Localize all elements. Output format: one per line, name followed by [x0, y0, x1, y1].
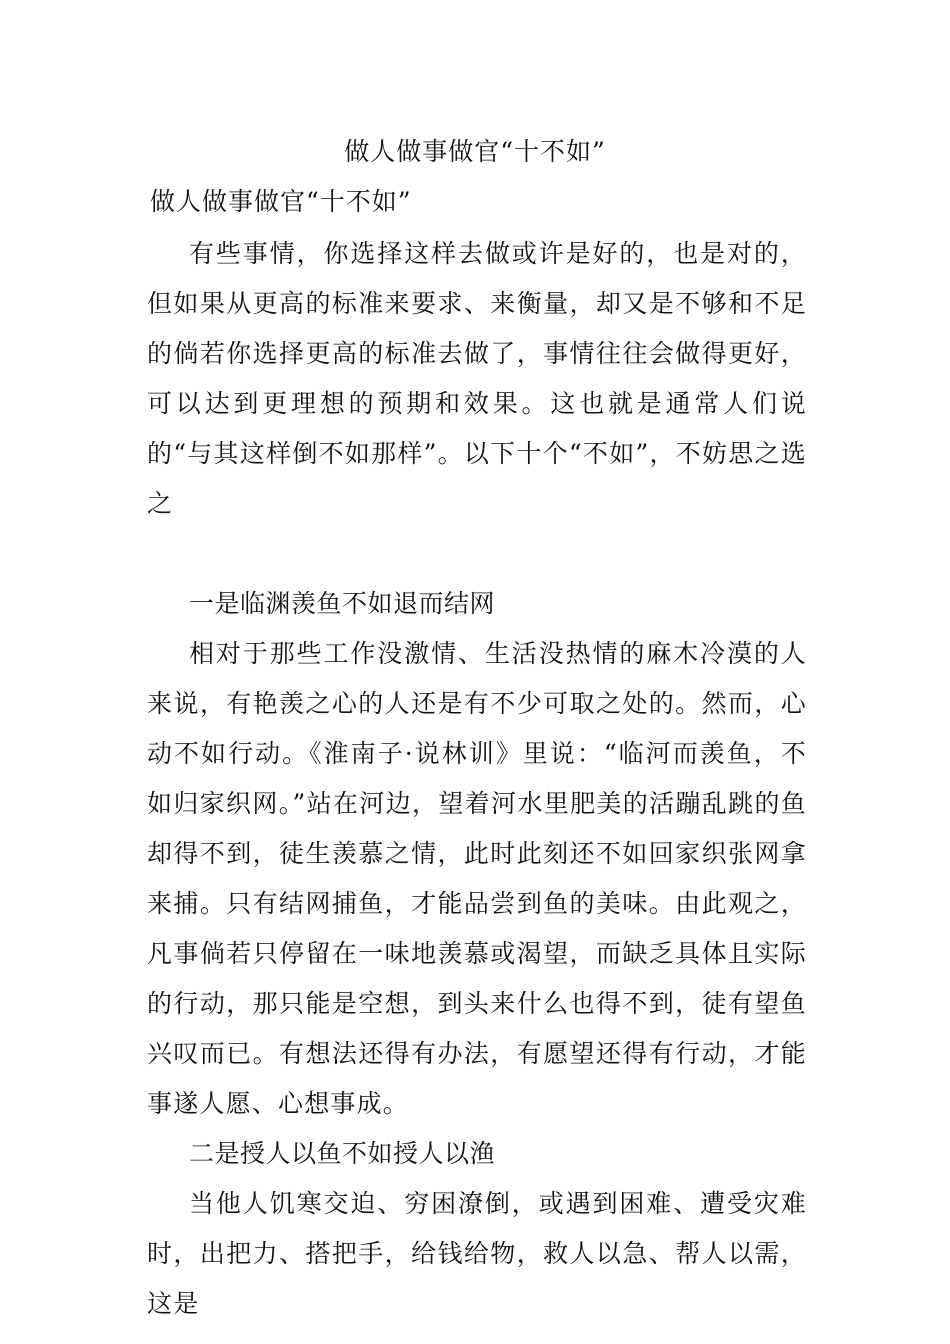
document-body	[147, 229, 807, 1329]
paragraph-spacer	[147, 529, 807, 579]
section-paragraph-2: 当他人饥寒交迫、穷困潦倒，或遇到困难、遭受灾难时，出把力、搭把手，给钱给物，救人以急、帮人以需，这是	[147, 1189, 807, 1318]
section-heading-1: 一是临渊羡鱼不如退而结网	[189, 589, 496, 618]
document-title: 做人做事做官“十不如”	[344, 137, 606, 166]
document-subtitle: 做人做事做官“十不如”	[150, 187, 412, 216]
section-heading-2: 二是授人以鱼不如授人以渔	[189, 1139, 496, 1168]
section-paragraph-1: 相对于那些工作没激情、生活没热情的麻木冷漠的人来说，有艳羡之心的人还是有不少可取之处的。然而，心动不如行动。《淮南子·说林训》里说：“临河而羡鱼，不如归家织网。”站在河边，望着河水里肥美的活蹦乱跳的鱼却得不到，徒生羡慕之情，此时此刻还不如回家织张网拿来捕。只有结网捕鱼，才能品尝到鱼的美味。由此观之，凡事倘若只停留在一味地羡慕或渴望，而缺乏具体且实际的行动，那只能是空想，到头来什么也得不到，徒有望鱼兴叹而已。有想法还得有办法，有愿望还得有行动，才能事遂人愿、心想事成。	[147, 639, 807, 1118]
intro-paragraph: 有些事情，你选择这样去做或许是好的，也是对的，但如果从更高的标准来要求、来衡量，却又是不够和不足的倘若你选择更高的标准去做了，事情往往会做得更好，可以达到更理想的预期和效果。这也就是通常人们说的“与其这样倒不如那样”。以下十个“不如”，不妨思之选之	[147, 239, 807, 518]
